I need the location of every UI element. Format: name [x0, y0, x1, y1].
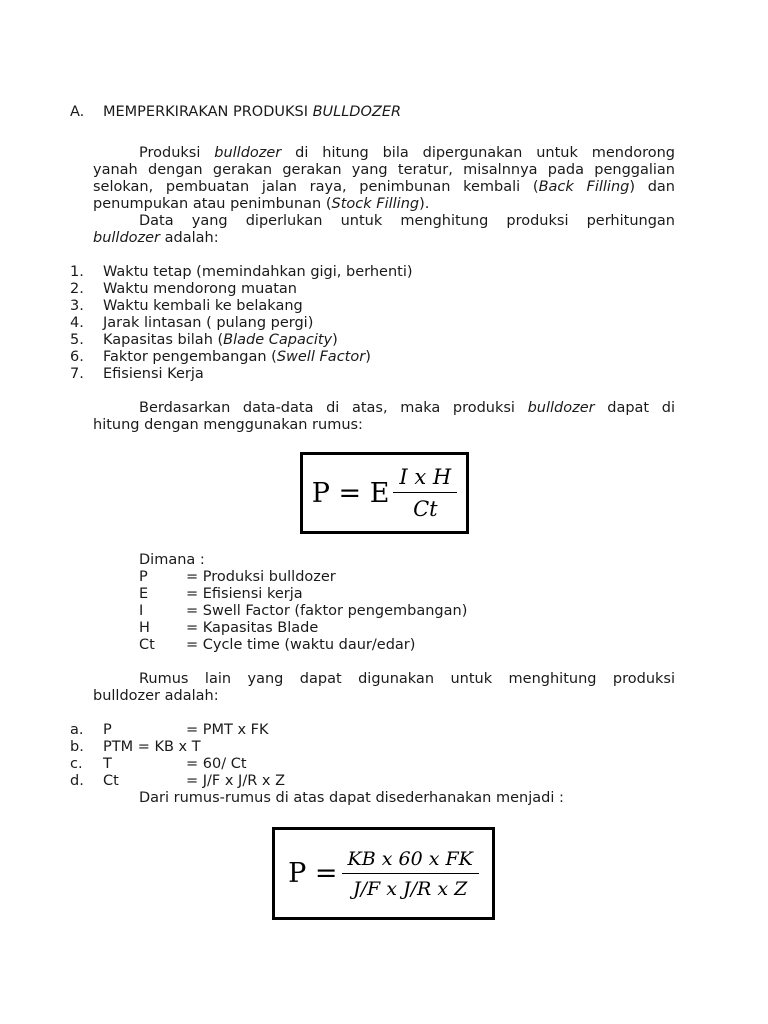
para3-line1: Berdasarkan data-data di atas, maka produksi bulldozer dapat di [139, 400, 675, 416]
heading-italic: BULLDOZER [312, 104, 402, 120]
para3-line2: hitung dengan menggunakan rumus: [93, 417, 363, 433]
formula1-numerator: I x H [393, 465, 457, 493]
para2-line2: bulldozer adalah: [93, 230, 219, 246]
heading-text: MEMPERKIRAKAN PRODUKSI [103, 104, 313, 120]
formula1-denominator: Ct [413, 497, 438, 521]
heading-letter: A. [70, 104, 85, 120]
para1-line4: penumpukan atau penimbunan (Stock Filling). [93, 196, 430, 212]
formula2-numerator: KB x 60 x FK [342, 848, 479, 874]
formula1-fraction [393, 465, 457, 521]
formula1-lhs: P = E [311, 477, 390, 509]
formula2-fraction [342, 848, 479, 900]
para2-line1: Data yang diperlukan untuk menghitung produksi perhitungan [139, 213, 675, 229]
para1-line2: yanah dengan gerakan gerakan yang teratur, misalnnya pada penggalian [93, 162, 675, 178]
formula2-denominator: J/F x J/R x Z [353, 877, 468, 900]
dimana-title: Dimana : [139, 552, 205, 568]
simplify-sentence: Dari rumus-rumus di atas dapat disederhanakan menjadi : [139, 790, 564, 806]
section-heading [70, 104, 402, 121]
para1-line3: selokan, pembuatan jalan raya, penimbunan kembali (Back Filling) dan [93, 179, 675, 195]
para4-line2: bulldozer adalah: [93, 688, 219, 704]
para1-line1: Produksi bulldozer di hitung bila dipergunakan untuk mendorong [139, 145, 675, 161]
para4-line1: Rumus lain yang dapat digunakan untuk menghitung produksi [139, 671, 675, 687]
formula2-lhs: P = [288, 858, 338, 889]
document-page: A. MEMPERKIRAKAN PRODUKSI BULLDOZER Produksi bulldozer di hitung bila dipergunakan untuk mendorong yanah dengan gerakan gerakan yang teratur, misalnnya pada penggalian selokan, pembuatan jalan raya, penimbunan kembali (Back Filling) dan penumpukan atau penimbunan (Stock Filling). Data yang diperlukan untuk menghitung produksi perhitungan bulldozer adalah: 1. Waktu tetap (memindahkan gigi, berhenti) 2. Waktu mendorong muatan 3. Waktu kembali ke belakang 4. Jarak lintasan ( pulang pergi) 5. Kapasitas bilah (Blade Capacity) 6. Faktor pengembangan (Swell Factor) 7. Efisiensi Kerja Berdasarkan data-data di atas, maka produksi bulldozer dapat di hitung dengan menggunakan rumus: P = E $\frac{\text{I x H}}{Ct}$ Dimana : P = Produksi bulldozer E = Efisiensi kerja I = Swell Factor (faktor pengembangan) H = Kapasitas Blade Ct = Cycle time (waktu daur/edar) Rumus lain yang dapat digunakan untuk menghitung produksi bulldozer adalah: a. P = PMT x FK b. PTM = KB x T c. T = 60/ Ct d. Ct = J/F x J/R x Z Dari rumus-rumus di atas dapat disederhanakan menjadi : P = $\frac{\text{KB x 60 x FK}}{\text{J/F x J/R x Z}}$ [0, 0, 768, 1024]
formula-box-1 [300, 452, 469, 534]
formula-box-2 [272, 827, 495, 920]
